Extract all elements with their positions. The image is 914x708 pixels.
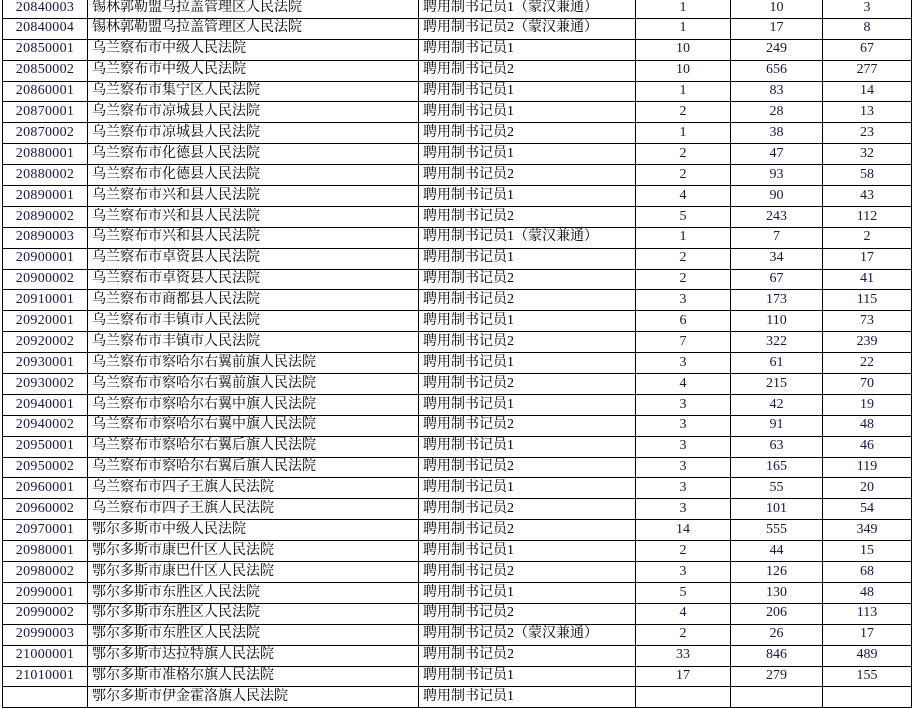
- code-cell: 20860001: [3, 82, 88, 103]
- value3-cell: 349: [823, 520, 912, 541]
- table-row: [3, 102, 912, 123]
- court-cell: 乌兰察布市察哈尔右翼中旗人民法院: [88, 395, 419, 416]
- value1-cell: 1: [636, 0, 731, 19]
- code-cell: 20980001: [3, 541, 88, 562]
- code-cell: 20940002: [3, 416, 88, 437]
- table-row: [3, 667, 912, 688]
- table-row: [3, 395, 912, 416]
- value3-cell: 14: [823, 82, 912, 103]
- value2-cell: 93: [731, 165, 823, 186]
- table-row: [3, 0, 912, 19]
- value3-cell: 48: [823, 583, 912, 604]
- position-cell: 聘用制书记员1: [419, 249, 636, 270]
- value3-cell: 112: [823, 207, 912, 228]
- table-row: [3, 499, 912, 520]
- value2-cell: 173: [731, 290, 823, 311]
- code-cell: 20910001: [3, 290, 88, 311]
- value2-cell: 42: [731, 395, 823, 416]
- position-cell: 聘用制书记员1: [419, 687, 636, 708]
- value3-cell: 32: [823, 144, 912, 165]
- table-row: [3, 562, 912, 583]
- court-cell: 乌兰察布市丰镇市人民法院: [88, 311, 419, 332]
- value3-cell: 119: [823, 458, 912, 479]
- value2-cell: 63: [731, 437, 823, 458]
- value2-cell: 44: [731, 541, 823, 562]
- value2-cell: 165: [731, 458, 823, 479]
- court-cell: 乌兰察布市四子王旗人民法院: [88, 478, 419, 499]
- job-table-body: [3, 0, 912, 708]
- court-cell: 鄂尔多斯市东胜区人民法院: [88, 583, 419, 604]
- table-row: [3, 332, 912, 353]
- value1-cell: 1: [636, 82, 731, 103]
- value2-cell: 17: [731, 19, 823, 40]
- position-cell: 聘用制书记员1: [419, 311, 636, 332]
- value2-cell: 10: [731, 0, 823, 19]
- court-cell: 乌兰察布市凉城县人民法院: [88, 123, 419, 144]
- court-cell: 乌兰察布市察哈尔右翼前旗人民法院: [88, 353, 419, 374]
- value3-cell: 46: [823, 437, 912, 458]
- value2-cell: [731, 687, 823, 708]
- position-cell: 聘用制书记员2: [419, 61, 636, 82]
- code-cell: 20890002: [3, 207, 88, 228]
- position-cell: 聘用制书记员1（蒙汉兼通）: [419, 228, 636, 249]
- value2-cell: 28: [731, 102, 823, 123]
- value1-cell: 2: [636, 541, 731, 562]
- value2-cell: 34: [731, 249, 823, 270]
- position-cell: 聘用制书记员1: [419, 583, 636, 604]
- court-cell: 鄂尔多斯市东胜区人民法院: [88, 625, 419, 646]
- code-cell: 21010001: [3, 667, 88, 688]
- value2-cell: 91: [731, 416, 823, 437]
- value3-cell: 17: [823, 249, 912, 270]
- court-cell: 乌兰察布市四子王旗人民法院: [88, 499, 419, 520]
- table-row: [3, 604, 912, 625]
- value2-cell: 130: [731, 583, 823, 604]
- court-cell: 鄂尔多斯市中级人民法院: [88, 520, 419, 541]
- position-cell: 聘用制书记员1（蒙汉兼通）: [419, 0, 636, 19]
- value1-cell: 2: [636, 270, 731, 291]
- position-cell: 聘用制书记员2: [419, 290, 636, 311]
- code-cell: 20930001: [3, 353, 88, 374]
- code-cell: 21000001: [3, 646, 88, 667]
- code-cell: 20990002: [3, 604, 88, 625]
- code-cell: 20890001: [3, 186, 88, 207]
- value3-cell: 115: [823, 290, 912, 311]
- value1-cell: 1: [636, 123, 731, 144]
- court-cell: 乌兰察布市兴和县人民法院: [88, 207, 419, 228]
- table-row: [3, 687, 912, 708]
- value1-cell: 2: [636, 625, 731, 646]
- table-row: [3, 144, 912, 165]
- court-cell: 乌兰察布市集宁区人民法院: [88, 82, 419, 103]
- table-row: [3, 249, 912, 270]
- value3-cell: 48: [823, 416, 912, 437]
- value3-cell: 239: [823, 332, 912, 353]
- value3-cell: 3: [823, 0, 912, 19]
- value2-cell: 55: [731, 478, 823, 499]
- position-cell: 聘用制书记员1: [419, 667, 636, 688]
- code-cell: 20990003: [3, 625, 88, 646]
- value2-cell: 101: [731, 499, 823, 520]
- position-cell: 聘用制书记员2: [419, 499, 636, 520]
- table-row: [3, 583, 912, 604]
- value2-cell: 7: [731, 228, 823, 249]
- value2-cell: 279: [731, 667, 823, 688]
- table-row: [3, 290, 912, 311]
- code-cell: 20870001: [3, 102, 88, 123]
- position-cell: 聘用制书记员2: [419, 332, 636, 353]
- court-cell: 鄂尔多斯市伊金霍洛旗人民法院: [88, 687, 419, 708]
- value2-cell: 67: [731, 270, 823, 291]
- position-cell: 聘用制书记员2: [419, 165, 636, 186]
- value1-cell: 14: [636, 520, 731, 541]
- value1-cell: 6: [636, 311, 731, 332]
- court-cell: 鄂尔多斯市康巴什区人民法院: [88, 541, 419, 562]
- court-cell: 乌兰察布市商都县人民法院: [88, 290, 419, 311]
- value3-cell: 19: [823, 395, 912, 416]
- code-cell: 20970001: [3, 520, 88, 541]
- value1-cell: [636, 687, 731, 708]
- value1-cell: 3: [636, 458, 731, 479]
- code-cell: 20900001: [3, 249, 88, 270]
- value1-cell: 3: [636, 437, 731, 458]
- value3-cell: 54: [823, 499, 912, 520]
- value2-cell: 26: [731, 625, 823, 646]
- table-row: [3, 61, 912, 82]
- code-cell: 20950001: [3, 437, 88, 458]
- value1-cell: 4: [636, 374, 731, 395]
- table-row: [3, 207, 912, 228]
- table-row: [3, 82, 912, 103]
- code-cell: 20850002: [3, 61, 88, 82]
- value3-cell: 67: [823, 40, 912, 61]
- table-row: [3, 353, 912, 374]
- value1-cell: 4: [636, 604, 731, 625]
- position-cell: 聘用制书记员2（蒙汉兼通）: [419, 19, 636, 40]
- value1-cell: 3: [636, 353, 731, 374]
- court-cell: 鄂尔多斯市达拉特旗人民法院: [88, 646, 419, 667]
- court-cell: 锡林郭勒盟乌拉盖管理区人民法院: [88, 19, 419, 40]
- table-row: [3, 625, 912, 646]
- value2-cell: 47: [731, 144, 823, 165]
- court-cell: 乌兰察布市化德县人民法院: [88, 144, 419, 165]
- value2-cell: 249: [731, 40, 823, 61]
- position-cell: 聘用制书记员1: [419, 144, 636, 165]
- court-cell: 乌兰察布市凉城县人民法院: [88, 102, 419, 123]
- table-row: [3, 186, 912, 207]
- code-cell: 20850001: [3, 40, 88, 61]
- value2-cell: 555: [731, 520, 823, 541]
- table-row: [3, 374, 912, 395]
- code-cell: [3, 687, 88, 708]
- position-cell: 聘用制书记员2: [419, 604, 636, 625]
- position-cell: 聘用制书记员1: [419, 102, 636, 123]
- position-cell: 聘用制书记员2（蒙汉兼通）: [419, 625, 636, 646]
- position-cell: 聘用制书记员2: [419, 562, 636, 583]
- value1-cell: 10: [636, 40, 731, 61]
- value1-cell: 3: [636, 290, 731, 311]
- code-cell: 20960001: [3, 478, 88, 499]
- value1-cell: 3: [636, 562, 731, 583]
- value1-cell: 4: [636, 186, 731, 207]
- value1-cell: 3: [636, 499, 731, 520]
- value3-cell: 489: [823, 646, 912, 667]
- table-row: [3, 458, 912, 479]
- position-cell: 聘用制书记员1: [419, 437, 636, 458]
- table-row: [3, 520, 912, 541]
- value3-cell: 22: [823, 353, 912, 374]
- value3-cell: 23: [823, 123, 912, 144]
- value1-cell: 17: [636, 667, 731, 688]
- court-cell: 乌兰察布市察哈尔右翼中旗人民法院: [88, 416, 419, 437]
- position-cell: 聘用制书记员1: [419, 40, 636, 61]
- code-cell: 20880002: [3, 165, 88, 186]
- code-cell: 20980002: [3, 562, 88, 583]
- position-cell: 聘用制书记员2: [419, 374, 636, 395]
- court-cell: 乌兰察布市化德县人民法院: [88, 165, 419, 186]
- value3-cell: 20: [823, 478, 912, 499]
- table-row: [3, 228, 912, 249]
- position-cell: 聘用制书记员2: [419, 270, 636, 291]
- value2-cell: 126: [731, 562, 823, 583]
- position-cell: 聘用制书记员2: [419, 646, 636, 667]
- value3-cell: 58: [823, 165, 912, 186]
- value3-cell: 73: [823, 311, 912, 332]
- code-cell: 20840003: [3, 0, 88, 19]
- value3-cell: 8: [823, 19, 912, 40]
- value3-cell: 2: [823, 228, 912, 249]
- table-row: [3, 541, 912, 562]
- value1-cell: 2: [636, 165, 731, 186]
- table-row: [3, 165, 912, 186]
- value1-cell: 33: [636, 646, 731, 667]
- value2-cell: 38: [731, 123, 823, 144]
- value1-cell: 2: [636, 249, 731, 270]
- code-cell: 20920001: [3, 311, 88, 332]
- value3-cell: [823, 687, 912, 708]
- position-cell: 聘用制书记员1: [419, 353, 636, 374]
- position-cell: 聘用制书记员2: [419, 123, 636, 144]
- table-row: [3, 416, 912, 437]
- table-row: [3, 478, 912, 499]
- position-cell: 聘用制书记员2: [419, 458, 636, 479]
- court-cell: 乌兰察布市中级人民法院: [88, 61, 419, 82]
- code-cell: 20900002: [3, 270, 88, 291]
- code-cell: 20990001: [3, 583, 88, 604]
- value3-cell: 277: [823, 61, 912, 82]
- court-cell: 乌兰察布市兴和县人民法院: [88, 228, 419, 249]
- value3-cell: 15: [823, 541, 912, 562]
- value2-cell: 90: [731, 186, 823, 207]
- code-cell: 20930002: [3, 374, 88, 395]
- job-positions-table: [2, 0, 912, 708]
- value1-cell: 7: [636, 332, 731, 353]
- value1-cell: 2: [636, 144, 731, 165]
- value1-cell: 5: [636, 583, 731, 604]
- court-cell: 乌兰察布市兴和县人民法院: [88, 186, 419, 207]
- table-row: [3, 646, 912, 667]
- value2-cell: 243: [731, 207, 823, 228]
- value2-cell: 656: [731, 61, 823, 82]
- value3-cell: 70: [823, 374, 912, 395]
- court-cell: 鄂尔多斯市东胜区人民法院: [88, 604, 419, 625]
- value1-cell: 1: [636, 19, 731, 40]
- code-cell: 20870002: [3, 123, 88, 144]
- value1-cell: 2: [636, 102, 731, 123]
- value2-cell: 215: [731, 374, 823, 395]
- court-cell: 乌兰察布市卓资县人民法院: [88, 270, 419, 291]
- value1-cell: 3: [636, 416, 731, 437]
- table-row: [3, 311, 912, 332]
- value3-cell: 17: [823, 625, 912, 646]
- court-cell: 鄂尔多斯市康巴什区人民法院: [88, 562, 419, 583]
- value1-cell: 3: [636, 478, 731, 499]
- value3-cell: 113: [823, 604, 912, 625]
- value2-cell: 110: [731, 311, 823, 332]
- table-row: [3, 40, 912, 61]
- value2-cell: 322: [731, 332, 823, 353]
- position-cell: 聘用制书记员2: [419, 207, 636, 228]
- position-cell: 聘用制书记员1: [419, 541, 636, 562]
- court-cell: 乌兰察布市察哈尔右翼前旗人民法院: [88, 374, 419, 395]
- value3-cell: 13: [823, 102, 912, 123]
- court-cell: 乌兰察布市察哈尔右翼后旗人民法院: [88, 437, 419, 458]
- court-cell: 乌兰察布市卓资县人民法院: [88, 249, 419, 270]
- court-cell: 乌兰察布市中级人民法院: [88, 40, 419, 61]
- value2-cell: 83: [731, 82, 823, 103]
- position-cell: 聘用制书记员1: [419, 478, 636, 499]
- value2-cell: 206: [731, 604, 823, 625]
- code-cell: 20960002: [3, 499, 88, 520]
- court-cell: 乌兰察布市丰镇市人民法院: [88, 332, 419, 353]
- table-row: [3, 19, 912, 40]
- code-cell: 20950002: [3, 458, 88, 479]
- value2-cell: 846: [731, 646, 823, 667]
- code-cell: 20840004: [3, 19, 88, 40]
- court-cell: 锡林郭勒盟乌拉盖管理区人民法院: [88, 0, 419, 19]
- position-cell: 聘用制书记员2: [419, 520, 636, 541]
- court-cell: 鄂尔多斯市准格尔旗人民法院: [88, 667, 419, 688]
- value1-cell: 10: [636, 61, 731, 82]
- code-cell: 20920002: [3, 332, 88, 353]
- value3-cell: 41: [823, 270, 912, 291]
- value2-cell: 61: [731, 353, 823, 374]
- table-row: [3, 437, 912, 458]
- value3-cell: 68: [823, 562, 912, 583]
- position-cell: 聘用制书记员1: [419, 82, 636, 103]
- court-cell: 乌兰察布市察哈尔右翼后旗人民法院: [88, 458, 419, 479]
- position-cell: 聘用制书记员2: [419, 416, 636, 437]
- position-cell: 聘用制书记员1: [419, 186, 636, 207]
- value1-cell: 1: [636, 228, 731, 249]
- code-cell: 20940001: [3, 395, 88, 416]
- table-row: [3, 123, 912, 144]
- position-cell: 聘用制书记员1: [419, 395, 636, 416]
- code-cell: 20890003: [3, 228, 88, 249]
- value3-cell: 43: [823, 186, 912, 207]
- value1-cell: 5: [636, 207, 731, 228]
- code-cell: 20880001: [3, 144, 88, 165]
- value3-cell: 155: [823, 667, 912, 688]
- table-row: [3, 270, 912, 291]
- value1-cell: 3: [636, 395, 731, 416]
